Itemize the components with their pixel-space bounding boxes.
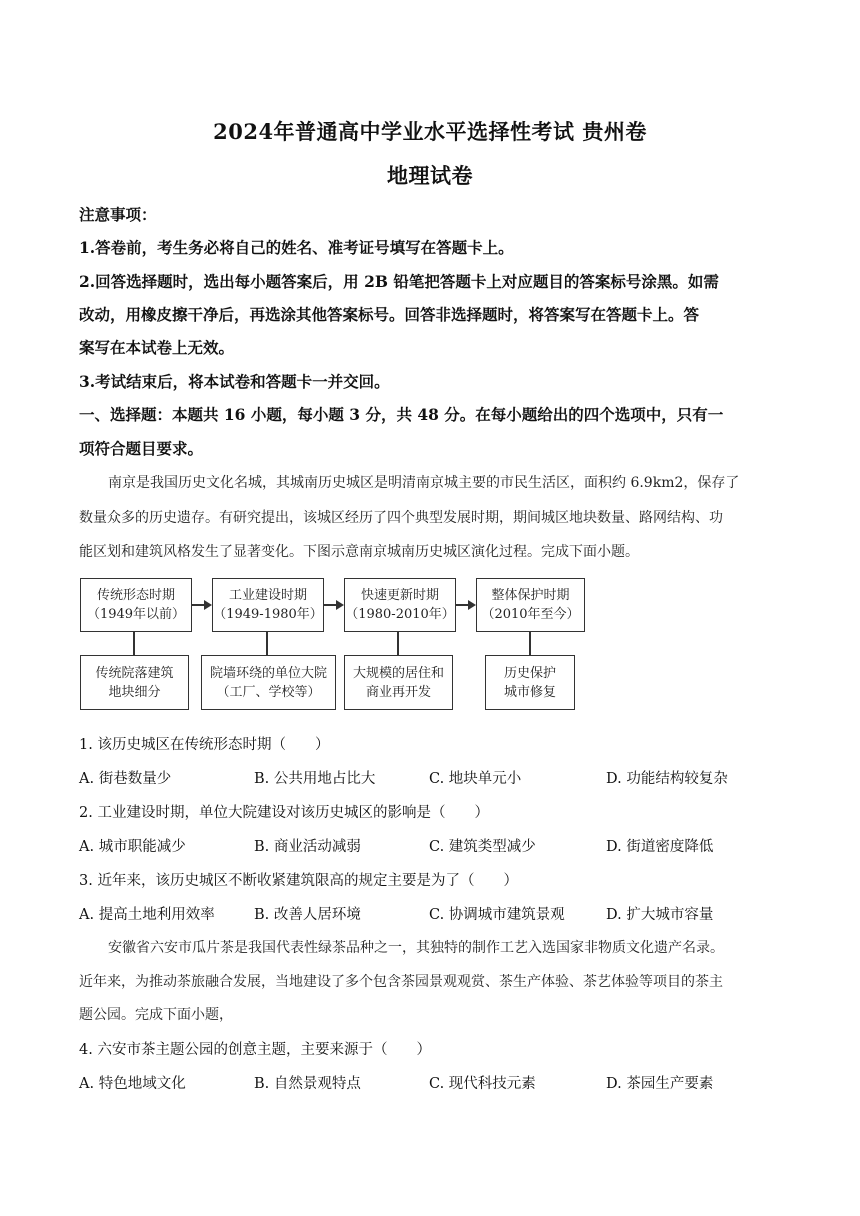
arrow-head-1 bbox=[204, 600, 212, 610]
feature-box-3 bbox=[344, 655, 453, 710]
period-range: （1980-2010年） bbox=[345, 607, 455, 622]
period-range: （1949-1980年） bbox=[213, 607, 323, 622]
period-box-2 bbox=[212, 578, 324, 632]
exam-title: 2024年普通高中学业水平选择性考试 贵州卷 bbox=[213, 119, 647, 144]
notice-item-2-line-1: 2.回答选择题时，选出每小题答案后，用 2B 铅笔把答题卡上对应题目的答案标号涂黑。如需 bbox=[79, 272, 719, 291]
arrow-head-2 bbox=[336, 600, 344, 610]
question-4-stem: 4. 六安市茶主题公园的创意主题，主要来源于（ ） bbox=[79, 1042, 431, 1058]
question-1-stem: 1. 该历史城区在传统形态时期（ ） bbox=[79, 737, 330, 753]
feature-text: 传统院落建筑 bbox=[95, 665, 174, 681]
passage-1-line-3: 能区划和建筑风格发生了显著变化。下图示意南京城南历史城区演化过程。完成下面小题。 bbox=[79, 544, 639, 560]
notice-item-2-line-2: 改动，用橡皮擦干净后，再选涂其他答案标号。回答非选择题时，将答案写在答题卡上。答 bbox=[79, 305, 700, 324]
feature-text: 城市修复 bbox=[503, 684, 556, 700]
arrow-head-3 bbox=[468, 600, 476, 610]
question-2-option-c[interactable]: C. 建筑类型减少 bbox=[429, 839, 536, 855]
period-box-4 bbox=[476, 578, 585, 632]
feature-text: （工厂、学校等） bbox=[216, 684, 321, 700]
period-range: （2010年至今） bbox=[481, 607, 580, 622]
question-3-option-a[interactable]: A. 提高土地利用效率 bbox=[79, 907, 215, 923]
period-range: （1949年以前） bbox=[86, 607, 186, 622]
feature-box-2 bbox=[201, 655, 336, 710]
period-name: 工业建设时期 bbox=[228, 588, 307, 603]
passage-1-line-2: 数量众多的历史遗存。有研究提出，该城区经历了四个典型发展时期，期间城区地块数量、路网结构、功 bbox=[79, 510, 723, 526]
question-3-option-c[interactable]: C. 协调城市建筑景观 bbox=[429, 907, 565, 923]
question-1-option-d[interactable]: D. 功能结构较复杂 bbox=[606, 771, 728, 787]
connector-2 bbox=[266, 631, 268, 655]
feature-text: 商业再开发 bbox=[365, 684, 431, 700]
period-box-1 bbox=[80, 578, 192, 632]
passage-2-line-2: 近年来，为推动茶旅融合发展，当地建设了多个包含茶园景观观赏、茶生产体验、茶艺体验等项目的茶主 bbox=[79, 974, 723, 990]
feature-box-4 bbox=[485, 655, 575, 710]
connector-4 bbox=[529, 631, 531, 655]
feature-text: 大规模的居住和 bbox=[352, 665, 444, 681]
passage-1-line-1: 南京是我国历史文化名城，其城南历史城区是明清南京城主要的市民生活区，面积约 6.9km2，保存了 bbox=[108, 475, 740, 491]
feature-text: 历史保护 bbox=[503, 665, 556, 681]
period-name: 传统形态时期 bbox=[96, 588, 175, 603]
question-4-option-c[interactable]: C. 现代科技元素 bbox=[429, 1076, 536, 1092]
period-box-3 bbox=[344, 578, 456, 632]
feature-text: 地块细分 bbox=[108, 684, 161, 700]
question-2-stem: 2. 工业建设时期，单位大院建设对该历史城区的影响是（ ） bbox=[79, 805, 489, 821]
question-2-option-a[interactable]: A. 城市职能减少 bbox=[79, 839, 186, 855]
notice-item-1: 1.答卷前，考生务必将自己的姓名、准考证号填写在答题卡上。 bbox=[79, 238, 514, 257]
question-4-option-b[interactable]: B. 自然景观特点 bbox=[254, 1076, 361, 1092]
passage-2-line-1: 安徽省六安市瓜片茶是我国代表性绿茶品种之一，其独特的制作工艺入选国家非物质文化遗产名录。 bbox=[108, 940, 724, 956]
question-2-option-b[interactable]: B. 商业活动减弱 bbox=[254, 839, 361, 855]
notice-item-3: 3.考试结束后，将本试卷和答题卡一并交回。 bbox=[79, 372, 390, 391]
question-2-option-d[interactable]: D. 街道密度降低 bbox=[606, 839, 714, 855]
question-4-option-d[interactable]: D. 茶园生产要素 bbox=[606, 1076, 714, 1092]
feature-text: 院墙环绕的单位大院 bbox=[209, 665, 327, 681]
feature-box-1 bbox=[80, 655, 189, 710]
question-3-option-b[interactable]: B. 改善人居环境 bbox=[254, 907, 361, 923]
passage-2-line-3: 题公园。完成下面小题， bbox=[79, 1007, 233, 1023]
question-1-option-a[interactable]: A. 街巷数量少 bbox=[79, 771, 172, 787]
connector-3 bbox=[397, 631, 399, 655]
question-4-option-a[interactable]: A. 特色地域文化 bbox=[79, 1076, 186, 1092]
notice-heading: 注意事项： bbox=[79, 205, 157, 224]
section-heading-line-1: 一、选择题：本题共 16 小题，每小题 3 分，共 48 分。在每小题给出的四个选项中，只有一 bbox=[79, 405, 724, 424]
connector-1 bbox=[133, 631, 135, 655]
period-name: 快速更新时期 bbox=[360, 588, 439, 603]
exam-subtitle: 地理试卷 bbox=[387, 163, 473, 188]
notice-item-2-line-3: 案写在本试卷上无效。 bbox=[79, 338, 235, 357]
question-1-option-c[interactable]: C. 地块单元小 bbox=[429, 771, 522, 787]
period-name: 整体保护时期 bbox=[491, 588, 570, 603]
section-heading-line-2: 项符合题目要求。 bbox=[79, 439, 204, 458]
question-3-option-d[interactable]: D. 扩大城市容量 bbox=[606, 907, 714, 923]
question-1-option-b[interactable]: B. 公共用地占比大 bbox=[254, 771, 376, 787]
question-3-stem: 3. 近年来，该历史城区不断收紧建筑限高的规定主要是为了（ ） bbox=[79, 873, 518, 889]
